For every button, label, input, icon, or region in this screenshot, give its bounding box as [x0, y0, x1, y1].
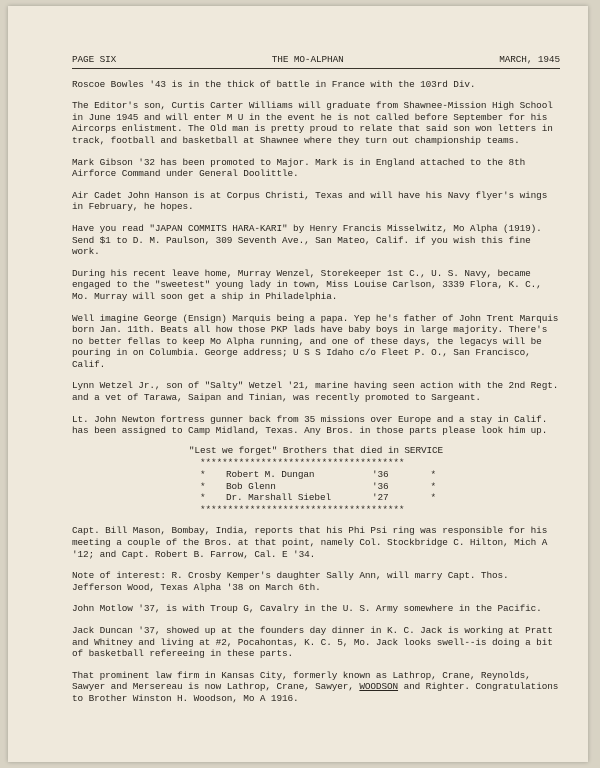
star-mark: *: [430, 480, 436, 492]
star-mark: *: [430, 469, 436, 481]
memorial-section: [72, 445, 560, 516]
item-gibson: Mark Gibson '32 has been promoted to Major. Mark is in England attached to the 8th Airforce Command under General Doolittle.: [72, 156, 531, 180]
item-hanson: Air Cadet John Hanson is at Corpus Christi, Texas and will have his Navy flyer's wings in February, he hopes.: [72, 189, 553, 213]
item-mason: Capt. Bill Mason, Bombay, India, reports that his Phi Psi ring was responsible for his meeting a couple of the Bros. at that point, namely Col. Stockbridge C. Hilton, Mich A '12; and Capt. Robert B. Farrow, Cal. E '34.: [72, 525, 553, 560]
item-motlow: John Motlow '37, is with Troup G, Cavalry in the U. S. Army somewhere in the Pacific.: [72, 603, 542, 615]
item-wetzel: Lynn Wetzel Jr., son of "Salty" Wetzel '21, marine having seen action with the 2nd Regt. and a vet of Tarawa, Saipan and Tinian, was recently promoted to Sargeant.: [72, 380, 564, 404]
memorial-row: [200, 492, 440, 504]
item-kemper: Note of interest: R. Crosby Kemper's daughter Sally Ann, will marry Capt. Thos. Jefferson Wood, Texas Alpha '38 on March 6th.: [72, 570, 515, 593]
memorial-year: '36: [372, 480, 389, 492]
issue-date: MARCH, 1945: [499, 54, 560, 65]
paper-sheet: [8, 6, 588, 762]
item-newton: Lt. John Newton fortress gunner back from 35 missions over Europe and a stay in Calif. has been assigned to Camp Midland, Texas. Any Bros. in those parts please look him up.: [72, 413, 553, 437]
star-mark: *: [200, 469, 206, 481]
memorial-row: [200, 481, 440, 493]
memorial-name: Dr. Marshall Siebel: [226, 492, 331, 504]
item-williams: The Editor's son, Curtis Carter Williams will graduate from Shawnee-Mission High School in June 1945 and will enter M U in the event he is not called before September for his Aircorps enlistment. The Old man is pretty proud to relate that said son won letters in track, football and basketball at Shawnee where they turn out championship teams.: [72, 100, 559, 146]
item-wenzel: During his recent leave home, Murray Wenzel, Storekeeper 1st C., U. S. Navy, became engaged to the "sweetest" young lady in town, Miss Louise Carlson, 3339 Flora, K. C., Mo. Murray will soon get a ship in Philadelphia.: [72, 267, 548, 302]
memorial-year: '27: [372, 492, 389, 504]
memorial-year: '36: [372, 469, 389, 481]
memorial-name: Robert M. Dungan: [226, 469, 315, 481]
item-duncan: Jack Duncan '37, showed up at the founders day dinner in K. C. Jack is working at Pratt and Whitney and living at #2, Pocahontas, K. C. 5, Mo. Jack looks swell--is doing a bit of basketball refereeing in these parts.: [72, 624, 559, 660]
item-marquis: Well imagine George (Ensign) Marquis being a papa. Yep he's father of John Trent Marquis born Jan. 11th. Beats all how those PKP lads have baby boys in large majority. There's no better fellas to keep Mo Alpha running, and one of these days, the legacys will be pouring in on Columbia. George address; U S S Idaho c/o Fleet P. O., San Francisco, Calif.: [72, 312, 564, 370]
law-firm-text-after: and Righter. Congratulations to Brother Winston H. Woodson, Mo A 1916.: [72, 681, 564, 704]
memorial-box: [200, 457, 440, 515]
star-mark: *: [200, 480, 206, 492]
item-bowles: Roscoe Bowles '43 is in the thick of battle in France with the 103rd Div.: [72, 78, 476, 90]
newsletter-page: [72, 54, 564, 715]
memorial-title: "Lest we forget" Brothers that died in SERVICE: [188, 444, 444, 456]
memorial-border-bottom: *************************************: [200, 503, 405, 515]
star-mark: *: [200, 492, 206, 504]
page-number: PAGE SIX: [72, 54, 117, 65]
memorial-border-top: *************************************: [200, 457, 405, 469]
item-law-firm: [72, 669, 564, 705]
law-firm-text-before: That prominent law firm in Kansas City, formerly known as Lathrop, Crane, Reynolds, Sawyer and Mersereau is now Lathrop, Crane, Sawyer,: [72, 669, 537, 693]
memorial-name: Bob Glenn: [226, 480, 276, 492]
page-header: [72, 54, 560, 69]
memorial-row: [200, 469, 440, 481]
item-book: Have you read "JAPAN COMMITS HARA-KARI" by Henry Francis Misselwitz, Mo Alpha (1919). Send $1 to D. M. Paulson, 309 Seventh Ave., San Mateo, Calif. if you wish this fine work.: [72, 222, 548, 258]
star-mark: *: [430, 492, 436, 504]
newsletter-title: THE MO-ALPHAN: [271, 54, 344, 65]
woodson-underlined: WOODSON: [359, 681, 399, 693]
